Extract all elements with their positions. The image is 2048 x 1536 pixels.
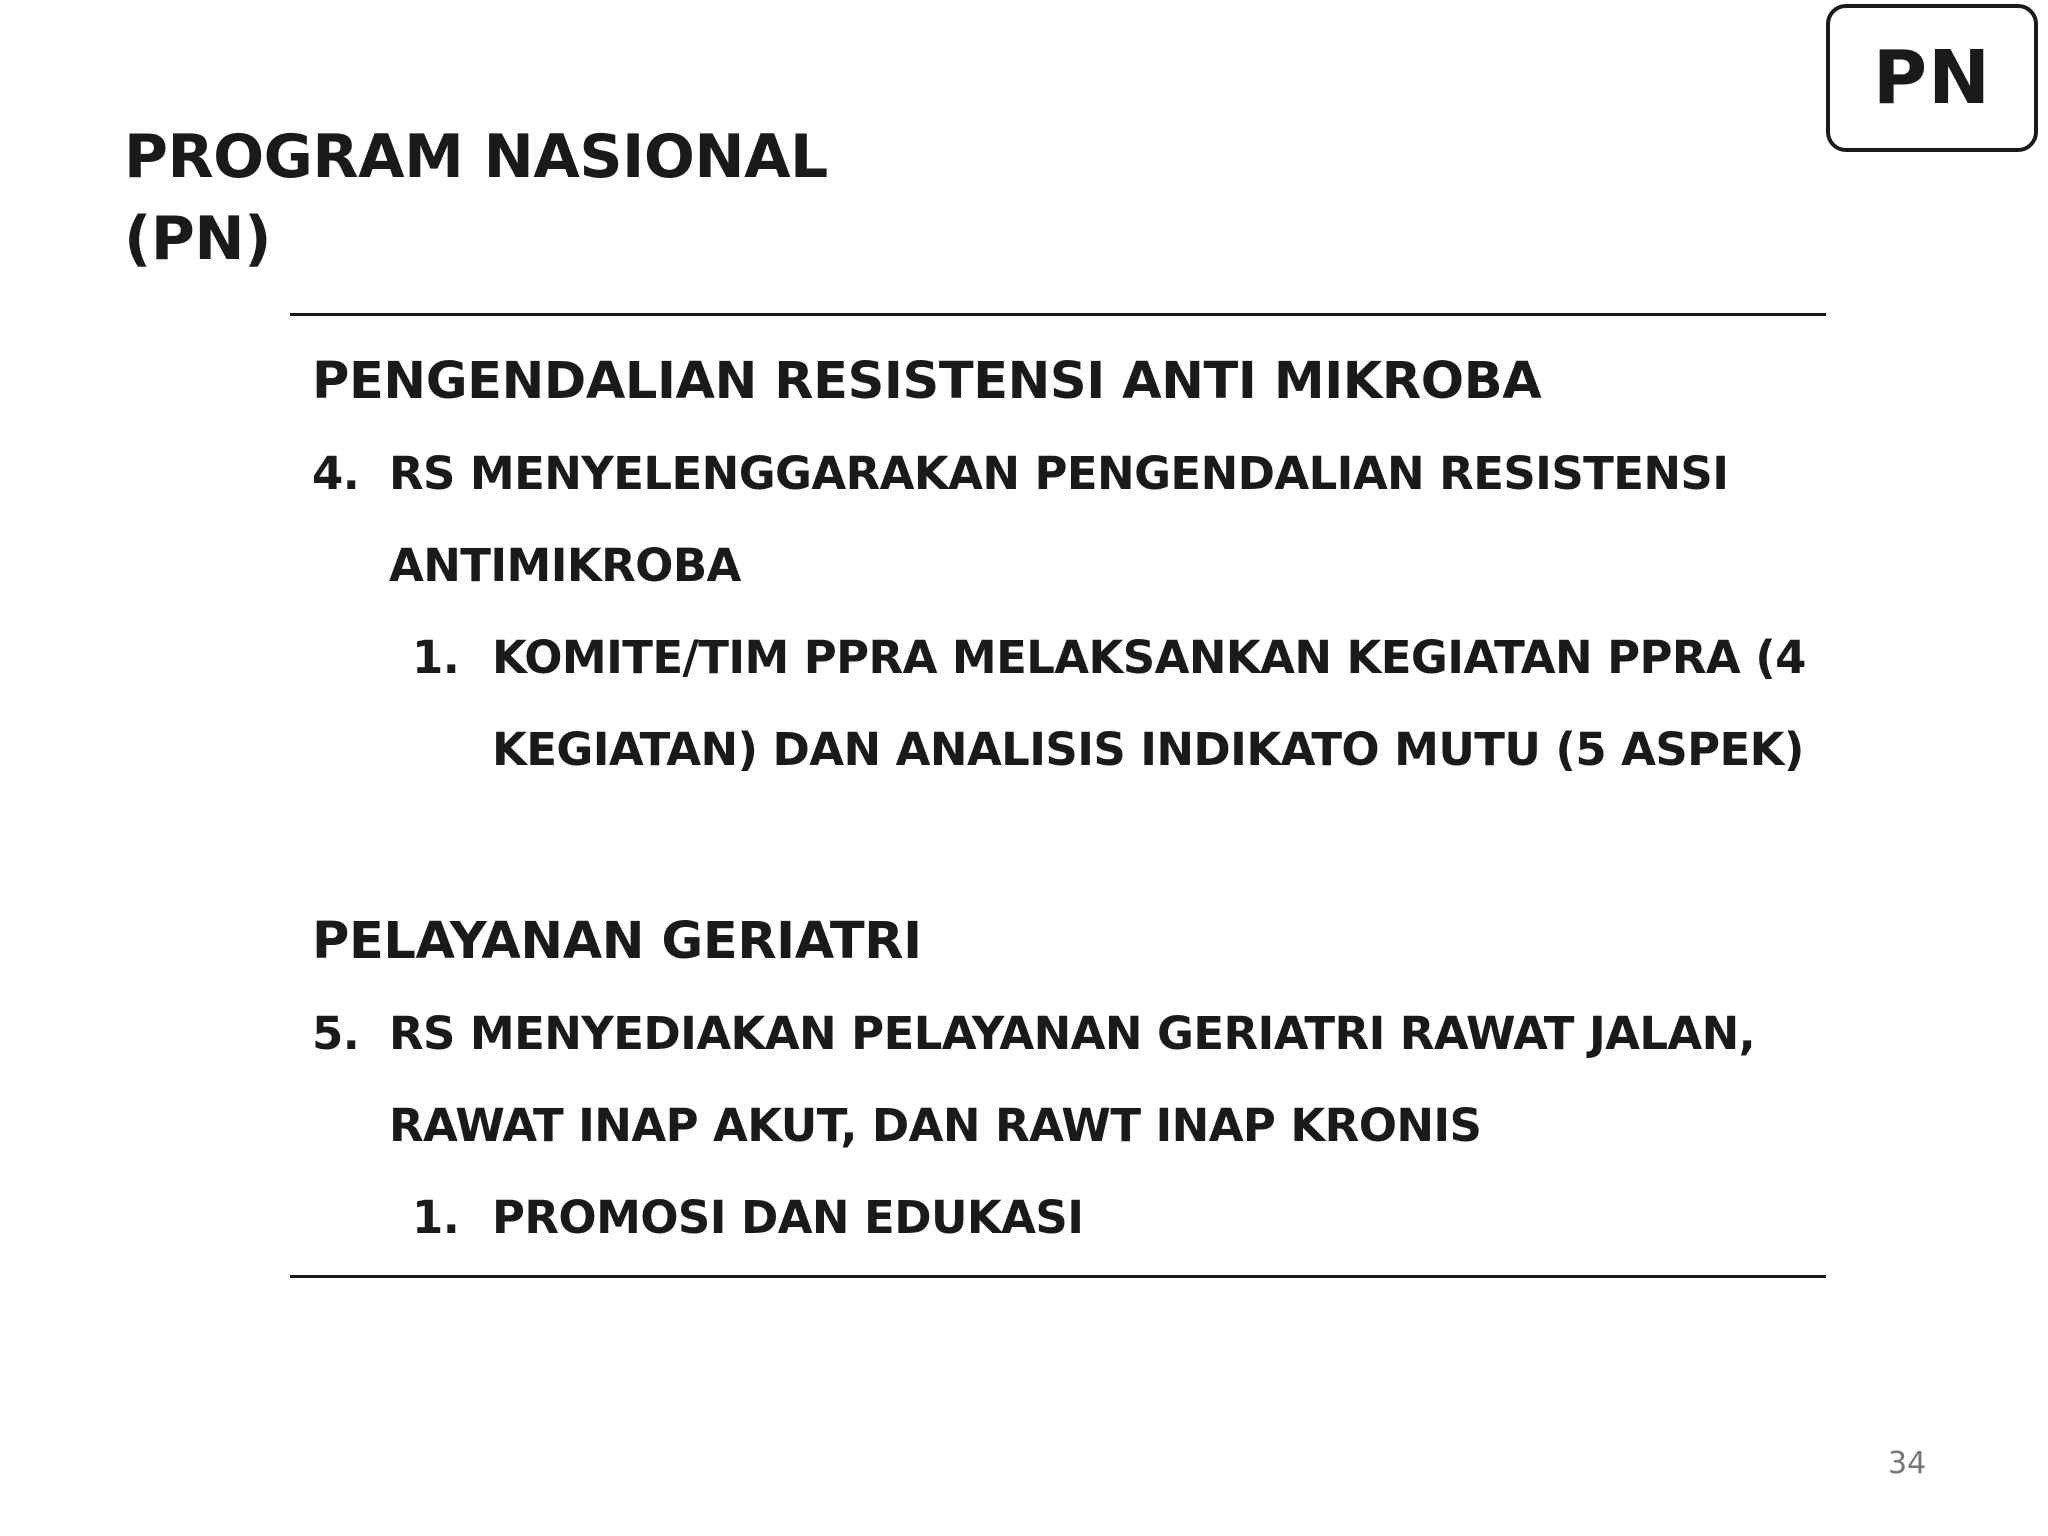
item-number: 5. xyxy=(312,1007,360,1060)
section-spacer xyxy=(312,796,1812,896)
top-divider xyxy=(290,313,1826,316)
page-title-line-1: PROGRAM NASIONAL xyxy=(124,122,828,192)
section-antimicrobial-resistance xyxy=(312,336,1812,796)
item-text: RS MENYEDIAKAN PELAYANAN GERIATRI RAWAT JALAN, RAWAT INAP AKUT, DAN RAWT INAP KRONIS xyxy=(389,1007,1756,1152)
section-geriatric-service xyxy=(312,896,1812,1264)
bottom-divider xyxy=(290,1275,1826,1278)
page-title-line-2: (PN) xyxy=(124,204,272,274)
section-heading: PENGENDALIAN RESISTENSI ANTI MIKROBA xyxy=(312,352,1542,411)
sub-item-number: 1. xyxy=(412,631,460,684)
item-text: RS MENYELENGGARAKAN PENGENDALIAN RESISTENSI ANTIMIKROBA xyxy=(389,447,1729,592)
sub-item-text: KOMITE/TIM PPRA MELAKSANKAN KEGIATAN PPRA (4 KEGIATAN) DAN ANALISIS INDIKATO MUTU (5 ASPEK) xyxy=(492,631,1806,776)
sub-item xyxy=(412,1172,1812,1264)
section-heading: PELAYANAN GERIATRI xyxy=(312,912,922,971)
sub-item-number: 1. xyxy=(412,1191,460,1244)
page-number: 34 xyxy=(1888,1446,1927,1481)
numbered-item xyxy=(312,428,1812,612)
sub-item-text: PROMOSI DAN EDUKASI xyxy=(492,1191,1084,1244)
sub-item xyxy=(412,612,1812,796)
page-title xyxy=(124,116,828,280)
item-number: 4. xyxy=(312,447,360,500)
pn-badge: PN xyxy=(1826,4,2038,152)
numbered-item xyxy=(312,988,1812,1172)
slide-content xyxy=(312,336,1812,1264)
